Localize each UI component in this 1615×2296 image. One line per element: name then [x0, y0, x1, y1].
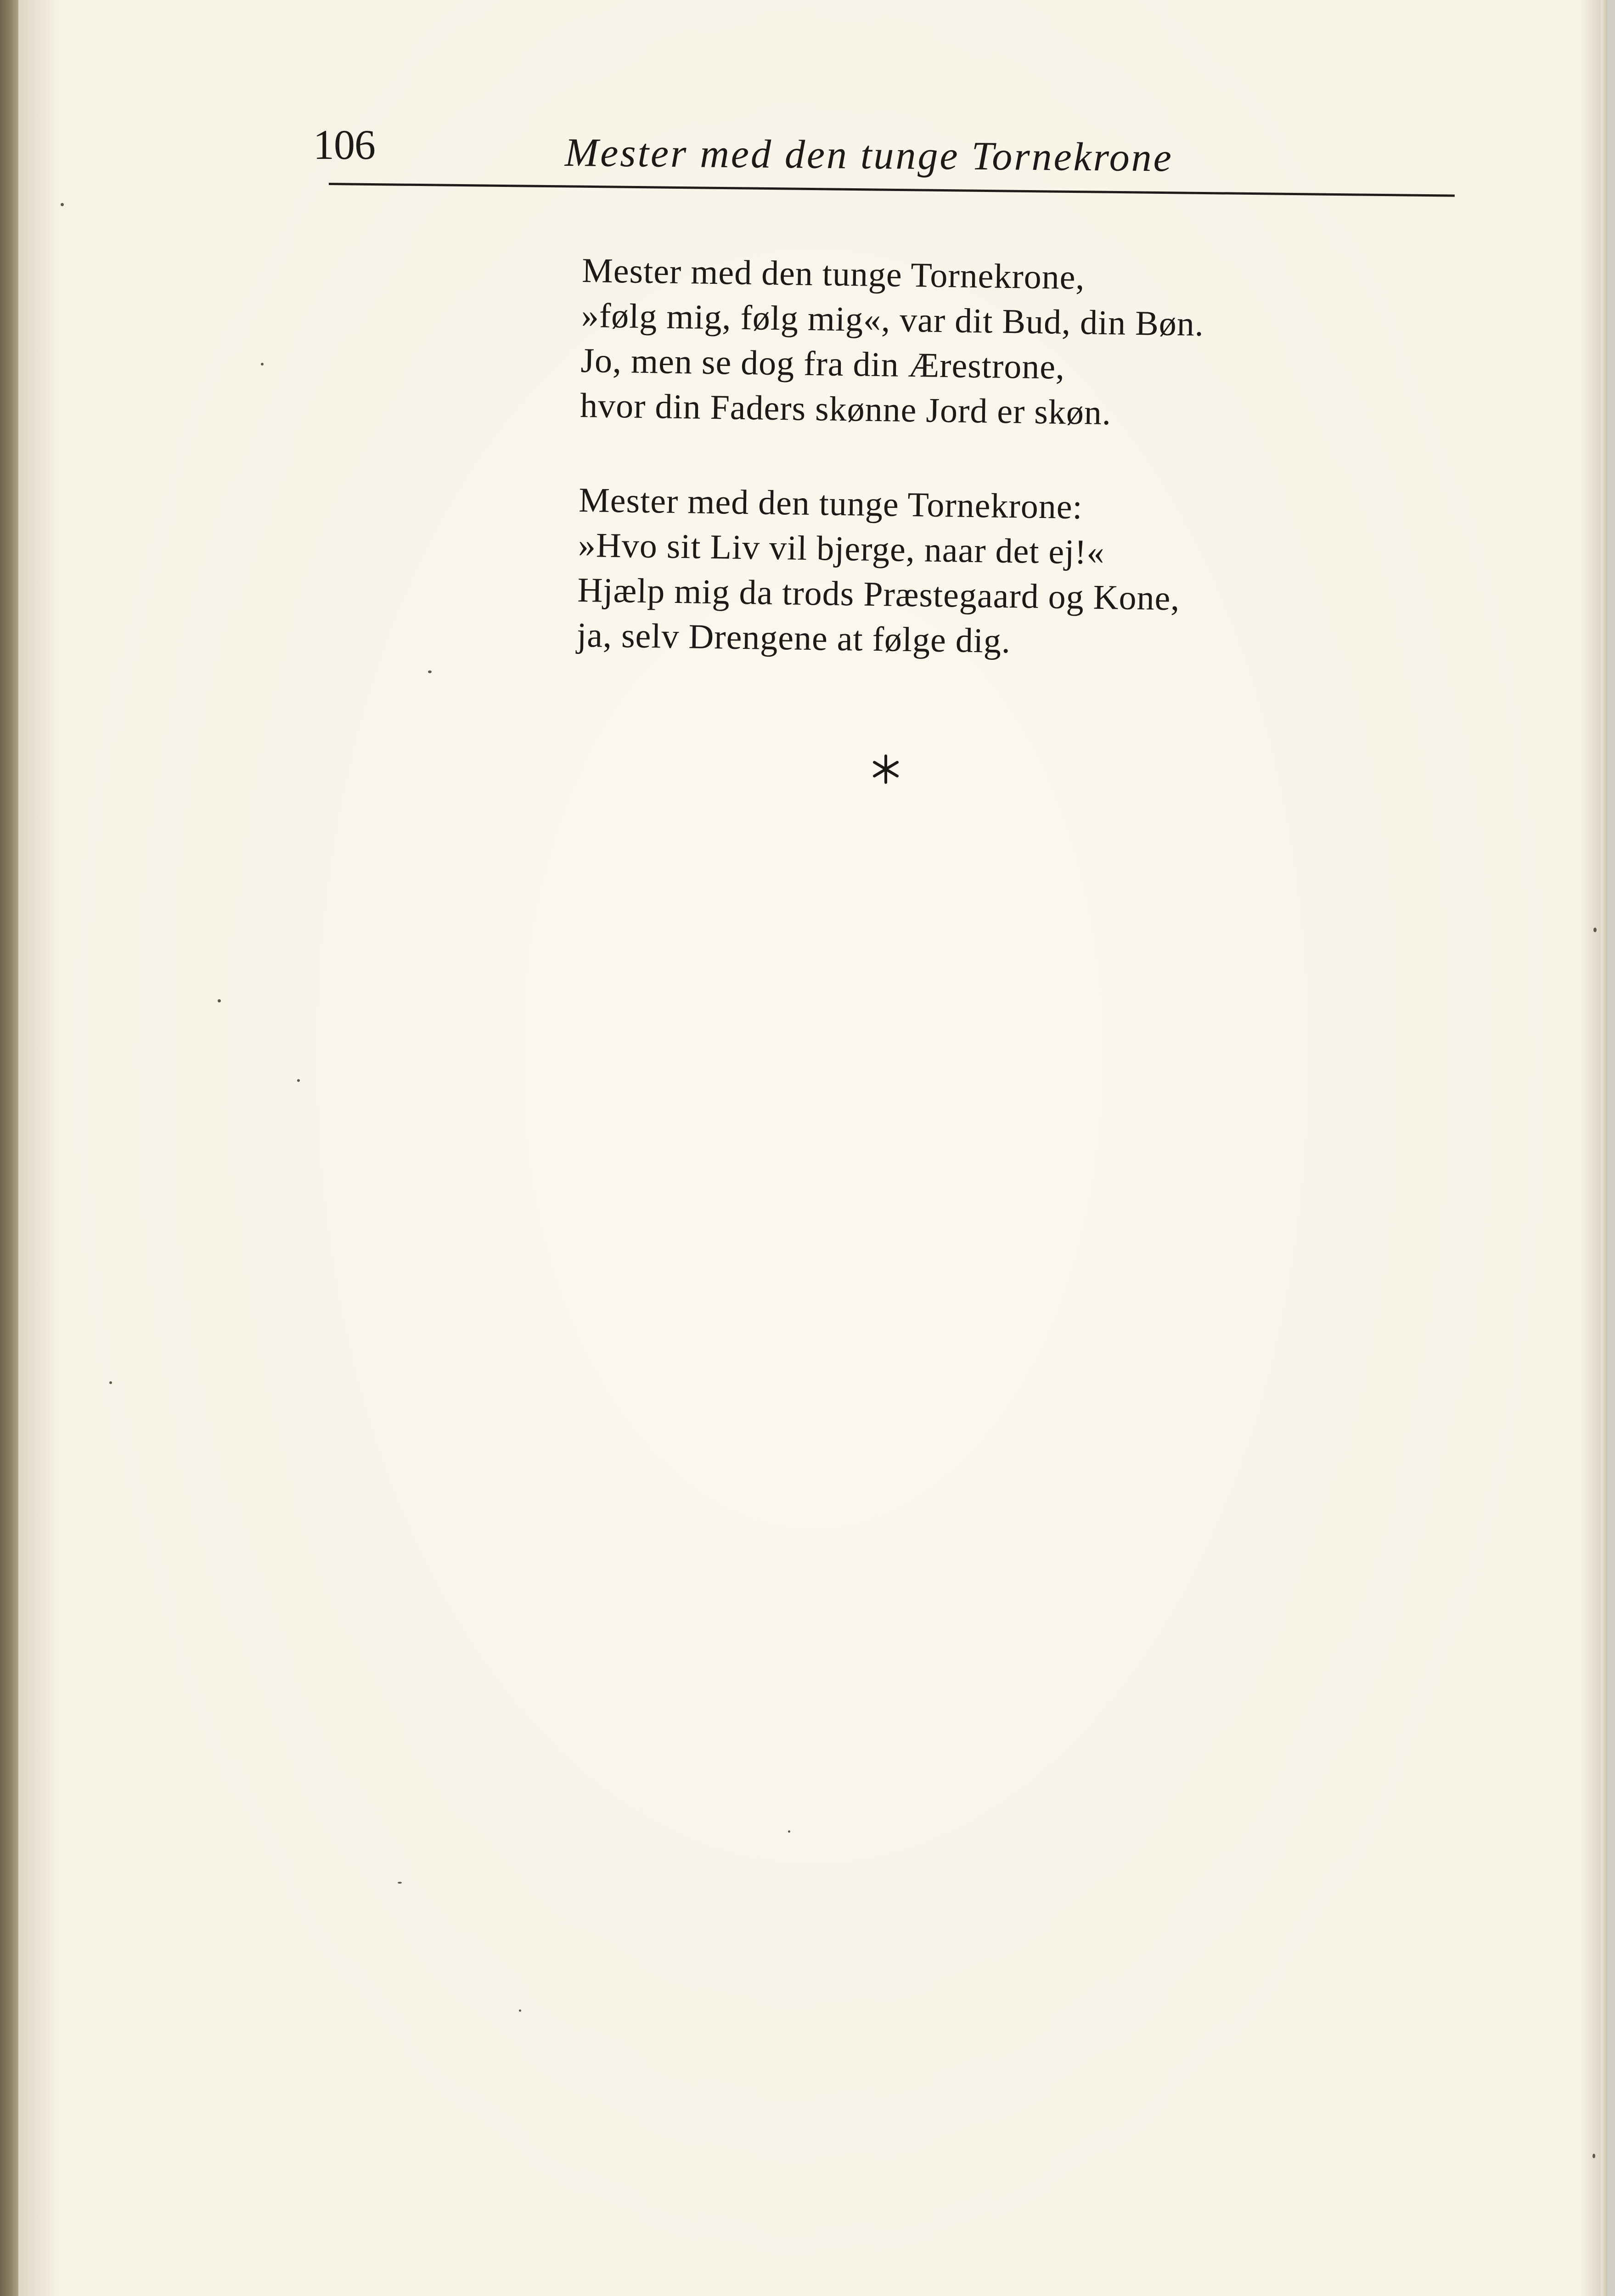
poem-body [576, 248, 1409, 719]
paper-speck [61, 203, 64, 206]
paper-speck [109, 1381, 112, 1384]
asterisk-ornament-icon [870, 753, 902, 785]
poem-line: Jo, men se dog fra din Ærestrone, [580, 341, 1065, 387]
paper-speck [261, 363, 264, 366]
book-page [18, 0, 1607, 2296]
paper-speck [1593, 928, 1597, 932]
poem-line: ja, selv Drengene at følge dig. [576, 615, 1011, 661]
paper-speck [788, 1830, 790, 1833]
poem-stanza-2 [577, 478, 1406, 669]
paper-speck [297, 1079, 300, 1082]
poem-stanza-1 [580, 248, 1409, 439]
page-right-edge [1601, 0, 1607, 2296]
paper-speck [398, 1882, 402, 1884]
poem-line: »følg mig, følg mig«, var dit Bud, din Bøn. [581, 296, 1204, 343]
paper-speck [428, 670, 432, 673]
poem-line: Mester med den tunge Tornekrone, [581, 251, 1086, 297]
paper-speck [519, 2009, 521, 2012]
poem-line: Hjælp mig da trods Præstegaard og Kone, [577, 570, 1180, 618]
page-number: 106 [313, 121, 375, 168]
header-rule [329, 183, 1455, 197]
poem-line: hvor din Faders skønne Jord er skøn. [580, 386, 1112, 433]
poem-line: »Hvo sit Liv vil bjerge, naar det ej!« [578, 525, 1105, 572]
poem-line: Mester med den tunge Tornekrone: [578, 480, 1083, 527]
running-head-title: Mester med den tunge Tornekrone [564, 130, 1174, 180]
paper-speck [1592, 2154, 1595, 2158]
paper-speck [218, 999, 221, 1002]
